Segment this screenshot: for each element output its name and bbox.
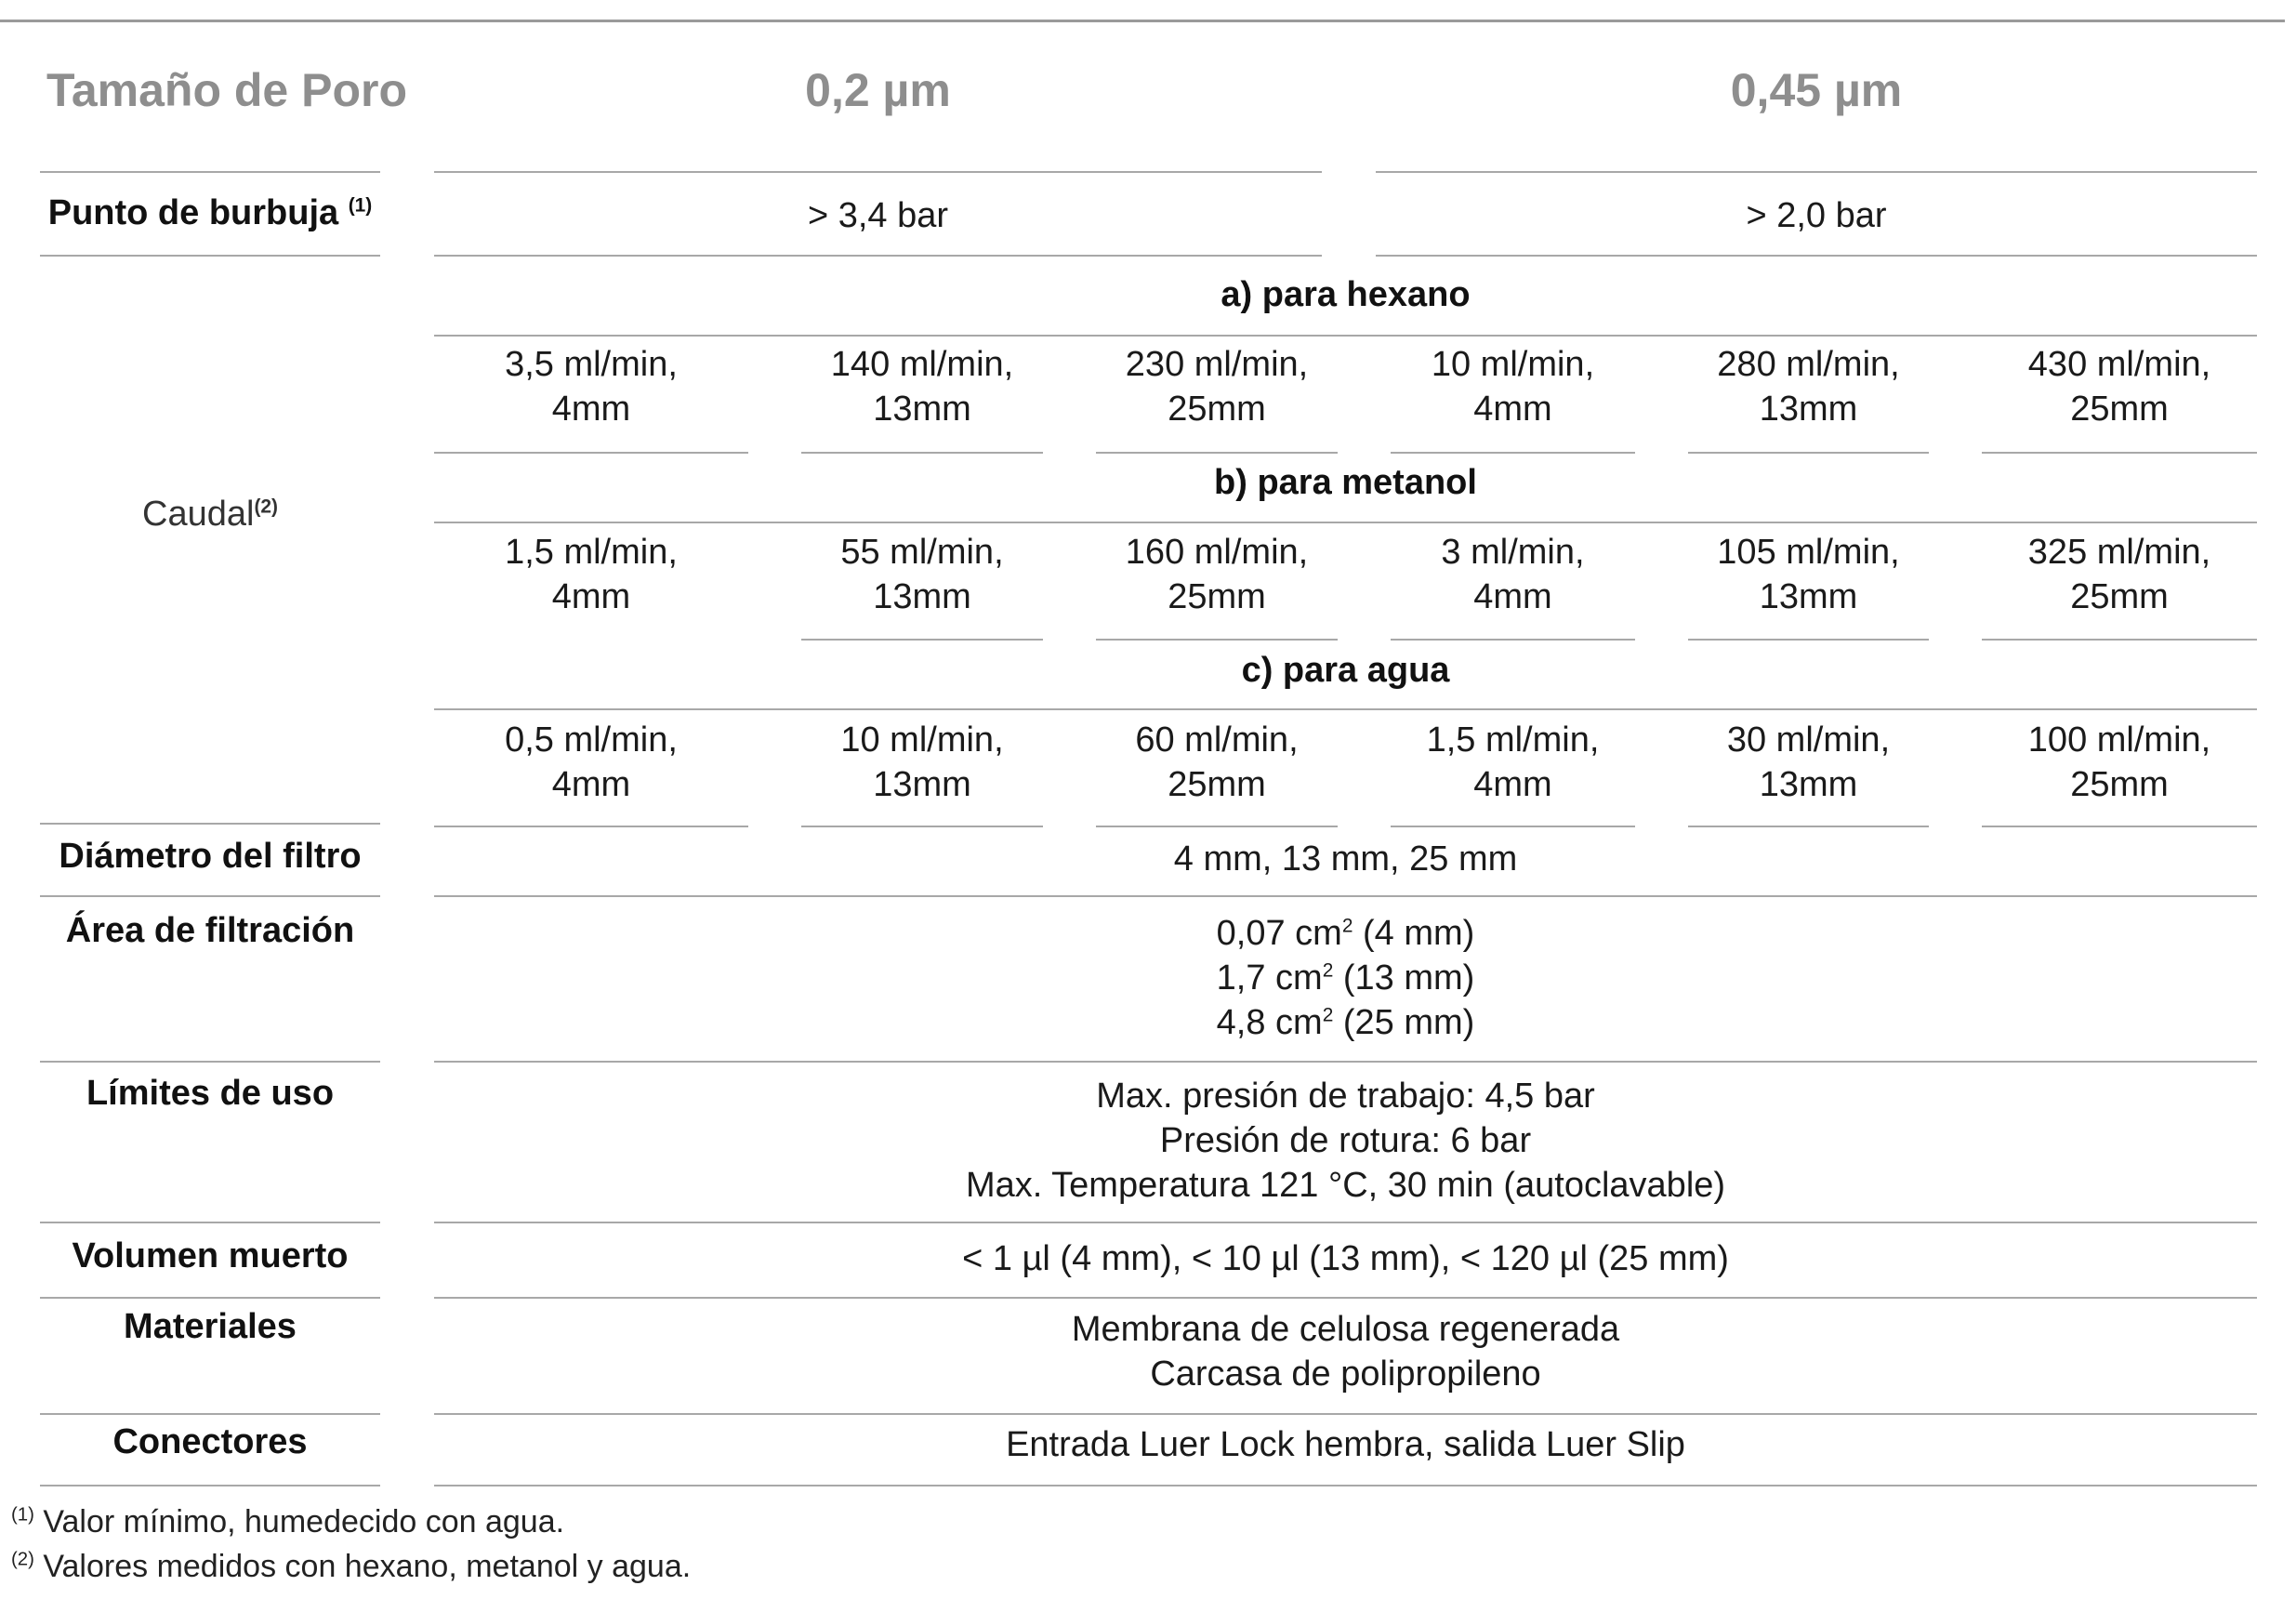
filter-size: 4mm — [551, 577, 631, 616]
filter-size: 13mm — [1759, 765, 1858, 804]
flow-cell — [434, 342, 748, 431]
connectors-label: Conectores — [112, 1422, 308, 1461]
flow-rate: 0,5 ml/min, — [505, 720, 678, 760]
filter-size: 25mm — [1168, 390, 1266, 429]
flow-rate: 280 ml/min, — [1717, 345, 1900, 384]
flow-group-water: c) para agua — [1241, 651, 1450, 690]
flow-cell — [1096, 342, 1338, 431]
filter-size: 13mm — [873, 765, 971, 804]
area-label: Área de filtración — [65, 911, 355, 950]
materials-line: Membrana de celulosa regenerada — [1071, 1310, 1620, 1349]
flow-rate: 1,5 ml/min, — [505, 533, 678, 572]
filter-size: 13mm — [873, 577, 971, 616]
bubble-point-label: Punto de burbuja $^{(1)}$ — [47, 193, 373, 232]
flow-rate: 1,5 ml/min, — [1426, 720, 1600, 760]
flow-cell — [801, 342, 1043, 431]
flow-cell — [1688, 530, 1929, 619]
dead-volume-label: Volumen muerto — [72, 1236, 349, 1275]
diameter-label: Diámetro del filtro — [59, 837, 362, 876]
flow-cell — [1688, 342, 1929, 431]
filter-size: 25mm — [2070, 390, 2169, 429]
materials-line: Carcasa de polipropileno — [1150, 1354, 1541, 1394]
flow-cell — [1096, 530, 1338, 619]
flow-rate: 105 ml/min, — [1717, 533, 1900, 572]
pore-size-label: Tamaño de Poro — [46, 64, 408, 116]
area-line: 0,07 $cm^2$ (4 mm) — [1216, 914, 1475, 953]
footnote-ref: (1) — [348, 194, 373, 217]
flow-rate: 3 ml/min, — [1441, 533, 1585, 572]
footnote-2: $^{(2)}$ Valores medidos con hexano, metanol y agua. — [11, 1549, 692, 1584]
filter-size: 13mm — [1759, 577, 1858, 616]
diameter-value: 4 mm, 13 mm, 25 mm — [1173, 839, 1518, 879]
bubble-point-0-45: > 2,0 bar — [1746, 196, 1887, 235]
flow-rate: 100 ml/min, — [2027, 720, 2211, 760]
flow-rate: 55 ml/min, — [840, 533, 1004, 572]
flow-cell — [1391, 342, 1635, 431]
footnote-ref: (2) — [254, 495, 278, 518]
pore-size-0-45: 0,45 µm — [1730, 64, 1903, 116]
flow-cell — [1982, 530, 2257, 619]
pore-size-0-2: 0,2 µm — [805, 64, 951, 116]
flow-cell — [801, 530, 1043, 619]
flow-group-hexane: a) para hexano — [1221, 275, 1471, 314]
limits-label: Límites de uso — [86, 1074, 335, 1113]
flow-rate: 30 ml/min, — [1726, 720, 1891, 760]
flow-cell — [1688, 718, 1929, 807]
flow-rate: 325 ml/min, — [2027, 533, 2211, 572]
filter-size: 25mm — [1168, 765, 1266, 804]
area-values — [434, 911, 2257, 1045]
filter-size: 4mm — [551, 765, 631, 804]
limits-line: Presión de rotura: 6 bar — [1159, 1121, 1532, 1160]
flow-rate: 230 ml/min, — [1125, 345, 1309, 384]
flow-cell — [1096, 718, 1338, 807]
filter-size: 4mm — [1473, 390, 1552, 429]
filter-size: 13mm — [873, 390, 971, 429]
limits-line: Max. Temperatura 121 °C, 30 min (autoclavable) — [965, 1166, 1726, 1205]
flow-rate: 10 ml/min, — [1431, 345, 1595, 384]
flow-label: Caudal$^{(2)}$ — [142, 495, 278, 534]
flow-rate: 3,5 ml/min, — [505, 345, 678, 384]
flow-cell — [1982, 342, 2257, 431]
flow-rate: 430 ml/min, — [2027, 345, 2211, 384]
materials-label: Materiales — [124, 1307, 297, 1346]
filter-size: 4mm — [1473, 765, 1552, 804]
dead-volume-value: < 1 µl (4 mm), < 10 µl (13 mm), < 120 µl (25 mm) — [962, 1239, 1729, 1278]
flow-cell — [801, 718, 1043, 807]
filter-size: 4mm — [1473, 577, 1552, 616]
flow-cell — [434, 530, 748, 619]
flow-rate: 10 ml/min, — [840, 720, 1004, 760]
flow-rate: 160 ml/min, — [1125, 533, 1309, 572]
connectors-value: Entrada Luer Lock hembra, salida Luer Slip — [1006, 1425, 1685, 1464]
flow-cell — [1982, 718, 2257, 807]
filter-size: 25mm — [2070, 577, 2169, 616]
flow-cell — [1391, 718, 1635, 807]
filter-size: 25mm — [2070, 765, 2169, 804]
limits-line: Max. presión de trabajo: 4,5 bar — [1096, 1077, 1595, 1116]
filter-size: 13mm — [1759, 390, 1858, 429]
footnote-1: $^{(1)}$ Valor mínimo, humedecido con agua. — [11, 1504, 565, 1539]
flow-group-methanol: b) para metanol — [1214, 463, 1477, 502]
flow-rate: 140 ml/min, — [830, 345, 1014, 384]
top-divider — [0, 20, 2285, 22]
area-line: 1,7 $cm^2$ (13 mm) — [1216, 958, 1475, 998]
bubble-point-0-2: > 3,4 bar — [807, 196, 949, 235]
flow-rate: 60 ml/min, — [1135, 720, 1299, 760]
flow-cell — [1391, 530, 1635, 619]
filter-size: 4mm — [551, 390, 631, 429]
flow-cell — [434, 718, 748, 807]
materials-values — [434, 1307, 2257, 1396]
limits-values — [434, 1074, 2257, 1208]
area-line: 4,8 $cm^2$ (25 mm) — [1216, 1003, 1475, 1042]
filter-size: 25mm — [1168, 577, 1266, 616]
